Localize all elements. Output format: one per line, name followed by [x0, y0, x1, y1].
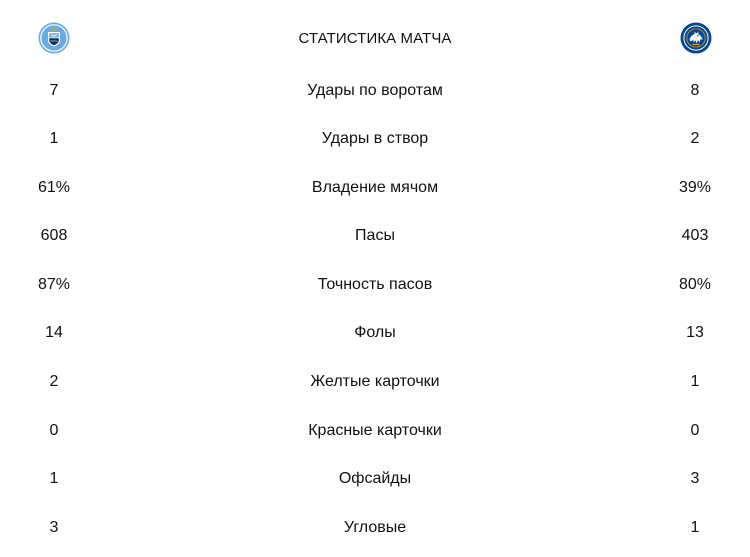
- home-value: 0: [49, 422, 59, 439]
- stat-label: Угловые: [343, 519, 407, 536]
- stat-label: Красные карточки: [308, 422, 442, 439]
- home-value: 87%: [37, 276, 71, 293]
- stat-label: Пасы: [355, 227, 395, 244]
- stat-label: Точность пасов: [317, 276, 433, 293]
- away-value: 1: [690, 373, 700, 390]
- stat-row-offsides: [0, 455, 750, 503]
- away-value: 2: [690, 130, 700, 147]
- stat-row-fouls: [0, 309, 750, 357]
- home-value: 7: [49, 82, 59, 99]
- home-value: 14: [45, 324, 63, 341]
- stat-row-pass-accuracy: [0, 261, 750, 309]
- home-value: 61%: [37, 179, 71, 196]
- away-value: 1: [690, 519, 700, 536]
- home-value: 1: [49, 470, 59, 487]
- stat-label: Фолы: [354, 324, 396, 341]
- stat-row-shots: [0, 67, 750, 115]
- home-value: 1: [49, 130, 59, 147]
- stat-label: Желтые карточки: [310, 373, 440, 390]
- away-value: 8: [690, 82, 700, 99]
- stat-row-shots-on-target: [0, 115, 750, 163]
- stat-row-possession: [0, 164, 750, 212]
- stat-row-corners: [0, 504, 750, 552]
- home-value: 2: [49, 373, 59, 390]
- away-value: 80%: [678, 276, 712, 293]
- stat-label: Удары в створ: [321, 130, 429, 147]
- stat-label: Владение мячом: [311, 179, 439, 196]
- stat-row-red-cards: [0, 407, 750, 455]
- stat-row-passes: [0, 212, 750, 260]
- away-value: 403: [681, 227, 709, 244]
- away-value: 3: [690, 470, 700, 487]
- home-value: 608: [40, 227, 68, 244]
- stat-label: Удары по воротам: [307, 82, 443, 99]
- stats-title: СТАТИСТИКА МАТЧА: [298, 30, 452, 47]
- away-value: 0: [690, 422, 700, 439]
- away-value: 13: [686, 324, 704, 341]
- home-value: 3: [49, 519, 59, 536]
- chelsea-crest-icon: [680, 22, 712, 54]
- away-value: 39%: [678, 179, 712, 196]
- stat-row-yellow-cards: [0, 358, 750, 406]
- stat-label: Офсайды: [338, 470, 412, 487]
